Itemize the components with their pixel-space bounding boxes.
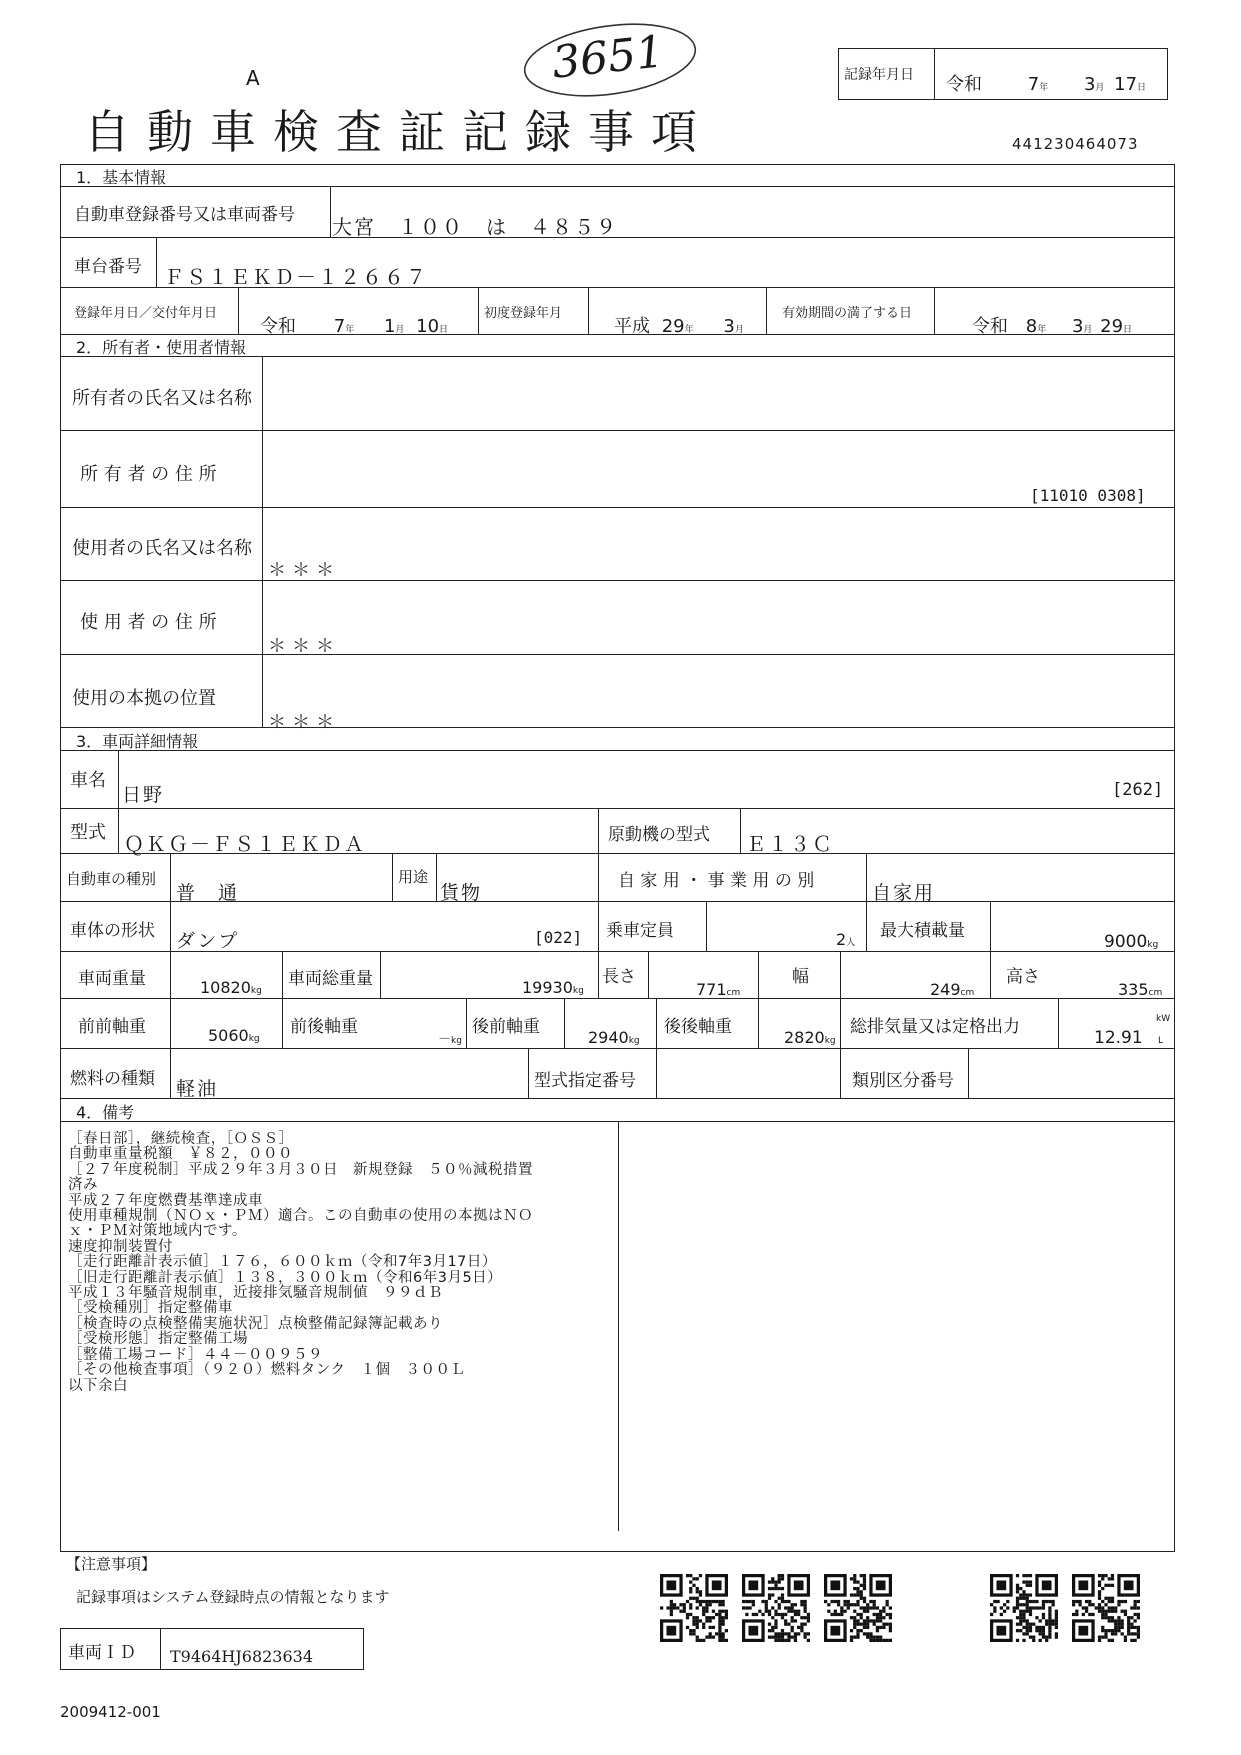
remarks-line: ｘ・ＰＭ対策地域内です。 [68,1223,247,1240]
width-value: 249cm [930,980,975,999]
qr-code-icon [824,1574,892,1642]
qr-code-icon [742,1574,810,1642]
width-label: 幅 [792,967,809,987]
engine-model-label: 原動機の型式 [608,825,710,845]
max-load-label: 最大積載量 [880,921,965,941]
remarks-line: ［春日部］，継続検査，［ＯＳＳ］ [68,1131,294,1147]
height-label: 高さ [1006,967,1040,987]
gross-weight-label: 車両総重量 [288,969,373,989]
ff-axle-value: 5060kg [208,1026,260,1045]
user-address-value: ＊＊＊ [268,636,340,657]
expiry-value: 令和 8年 3月 29日 [972,316,1133,337]
max-load-value: 9000kg [1104,932,1159,952]
height-value: 335cm [1118,980,1163,999]
rr-axle-value: 2820kg [784,1028,836,1047]
chassis-label: 車台番号 [74,257,142,277]
remarks-line: ［受検種別］指定整備車 [68,1300,233,1317]
model-value: ＱＫＧ－ＦＳ１ＥＫＤＡ [124,832,366,856]
qr-code-icon [990,1574,1058,1642]
gross-weight-value: 19930kg [522,978,584,997]
car-name-code: [262] [1112,780,1164,800]
owner-address-label: 所 有 者 の 住 所 [80,464,217,485]
user-address-label: 使 用 者 の 住 所 [80,612,217,633]
fr-axle-label: 前後軸重 [290,1017,358,1037]
private-business-value: 自家用 [872,882,936,904]
remarks-line: ［受検形態］指定整備工場 [68,1331,248,1348]
vehicle-type-value: 普 通 [176,882,240,904]
category-label: 類別区分番号 [852,1071,954,1091]
remarks-line: 平成１３年騒音規制車，近接排気騒音規制値 ９９ｄＢ [68,1285,443,1302]
reg-number-label: 自動車登録番号又は車両番号 [74,205,295,225]
body-shape-value: ダンプ [176,930,240,952]
copy-mark: A [246,66,260,90]
displacement-label: 総排気量又は定格出力 [850,1017,1020,1037]
section2-title: 2．所有者・使用者情報 [76,338,247,357]
section1-title: 1．基本情報 [76,168,167,187]
handwritten-number: 3651 [518,20,698,104]
remarks-line: ［検査時の点検整備実施状況］点検整備記録簿記載あり [68,1315,443,1332]
remarks-line: ［旧走行距離計表示値］１３８，３００ｋｍ（令和6年3月5日） [68,1269,503,1286]
type-designation-label: 型式指定番号 [534,1071,636,1091]
qr-code-icon [1072,1574,1140,1642]
weight-value: 10820kg [200,978,262,997]
page-title: 自動車検査証記録事項 [84,105,714,159]
remarks-line: 自動車重量税額 ￥８２，０００ [68,1146,293,1163]
length-label: 長さ [602,967,636,987]
notes-title: 【注意事項】 [66,1555,157,1573]
use-value: 貨物 [440,882,483,904]
private-business-label: 自 家 用 ・ 事 業 用 の 別 [618,871,815,891]
fr-axle-value: －kg [438,1032,462,1047]
remarks-list [68,1132,533,1394]
chassis-value: ＦＳ１ＥＫＤ－１２６６７ [164,265,428,289]
remarks-line: 平成２７年度燃費基準達成車 [68,1192,263,1209]
reg-date-value: 令和 7年 1月 10日 [260,316,449,337]
first-reg-label: 初度登録年月 [484,306,563,321]
section4-title: 4．備考 [76,1103,135,1122]
vehicle-type-label: 自動車の種別 [66,870,157,888]
first-reg-value: 平成 29年 3月 [614,316,744,337]
owner-address-code: [11010 0308] [1030,486,1146,505]
use-label: 用途 [398,868,429,886]
record-date-value: 令和 7年 3月 17日 [946,74,1147,95]
base-location-label: 使用の本拠の位置 [72,688,216,709]
remarks-line: 使用車種規制（ＮＯｘ・ＰＭ）適合。この自動車の使用の本拠はＮＯ [68,1208,533,1225]
owner-name-label: 所有者の氏名又は名称 [72,388,252,409]
remarks-line: ［走行距離計表示値］１７６，６００ｋｍ（令和7年3月17日） [68,1254,497,1271]
record-date-label: 記録年月日 [844,67,914,83]
displacement-unit-kw: kW [1156,1014,1171,1024]
remarks-line: ［２７年度税制］平成２９年３月３０日 新規登録 ５０％減税措置 [68,1161,533,1178]
user-name-label: 使用者の氏名又は名称 [72,538,252,559]
vehicle-id-label: 車両ＩＤ [68,1643,136,1663]
capacity-value: 2人 [836,930,856,949]
car-name-label: 車名 [70,770,106,791]
car-name-value: 日野 [122,784,165,806]
reg-date-label: 登録年月日／交付年月日 [74,306,218,321]
rf-axle-label: 後前軸重 [472,1017,540,1037]
weight-label: 車両重量 [78,969,146,989]
body-shape-code: [022] [534,928,583,947]
expiry-label: 有効期間の満了する日 [782,306,913,321]
remarks-line: ［整備工場コード］４４－００９５９ [68,1346,323,1363]
vehicle-id-value: T9464HJ6823634 [170,1647,314,1666]
footer-code: 2009412-001 [60,1703,161,1721]
remarks-line: 済み [68,1177,98,1194]
section3-title: 3．車両詳細情報 [76,732,199,751]
remarks-line: 以下余白 [68,1377,128,1394]
displacement-value: 12.91 [1094,1028,1143,1048]
rf-axle-value: 2940kg [588,1028,640,1047]
base-location-value: ＊＊＊ [268,712,340,733]
remarks-line: ［その他検査事項］（９２０）燃料タンク １個 ３００Ｌ [68,1362,466,1379]
remarks-line: 速度抑制装置付 [68,1238,173,1255]
reg-number-value: 大宮 １００ は ４８５９ [332,215,618,239]
document-number: 441230464073 [1012,135,1139,153]
body-shape-label: 車体の形状 [70,921,155,941]
qr-code-icon [660,1574,728,1642]
model-label: 型式 [70,822,106,843]
ff-axle-label: 前前軸重 [78,1017,146,1037]
displacement-unit-l: L [1158,1036,1164,1046]
length-value: 771cm [696,980,741,999]
fuel-label: 燃料の種類 [70,1069,155,1089]
rr-axle-label: 後後軸重 [664,1017,732,1037]
capacity-label: 乗車定員 [606,921,674,941]
user-name-value: ＊＊＊ [268,560,340,581]
engine-model-value: Ｅ１３Ｃ [746,832,834,856]
fuel-value: 軽油 [176,1078,219,1100]
notes-text: 記録事項はシステム登録時点の情報となります [76,1588,390,1606]
